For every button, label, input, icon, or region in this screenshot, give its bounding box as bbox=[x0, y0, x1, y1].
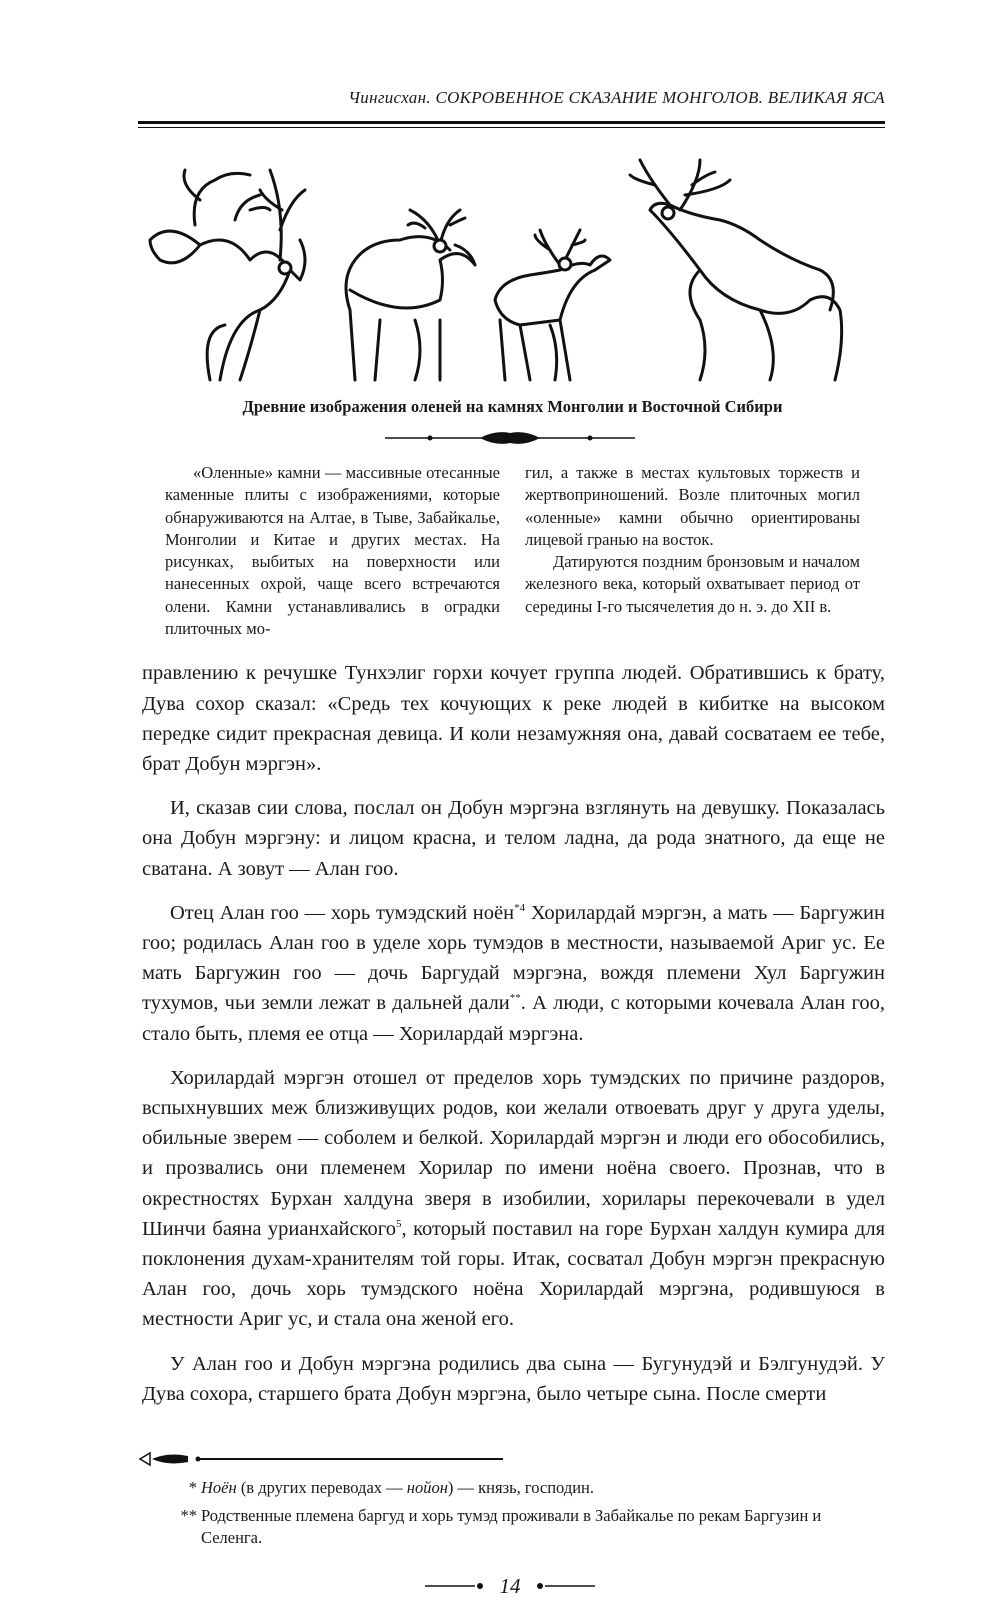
body-paragraph: И, сказав сии слова, послал он Добун мэргэна взглянуть на девушку. Показалась она Добун мэргэну: и лицом красна, и телом ладна, да рода знатного, да еще не сватана. А зовут — Алан гоо. bbox=[142, 797, 885, 880]
footnote bbox=[165, 1505, 885, 1549]
text-segment: . А люди, с которыми кочевала Алан гоо, стало быть, племя ее отца — Хорилардай мэргэна. bbox=[142, 992, 885, 1045]
body-paragraph: правлению к речушке Тунхэлиг горхи кочует группа людей. Обратившись к брату, Дува сохор сказал: «Средь тех кочующих к реке людей в кибитке на высоком передке сидит прекрасная девица. И коли незамужняя она, давай сосватаем ее тебе, брат Добун мэргэн». bbox=[142, 662, 885, 775]
body-paragraph bbox=[142, 1063, 885, 1335]
figure-caption: Древние изображения оленей на камнях Монголии и Восточной Сибири bbox=[242, 397, 783, 416]
header-rule-thin bbox=[138, 127, 885, 128]
footnote-ref: 5 bbox=[395, 1218, 402, 1230]
text-segment: Отец Алан гоо — хорь тумэдский ноён bbox=[170, 901, 515, 924]
footnote-mark: * bbox=[188, 1478, 197, 1498]
body-paragraph bbox=[142, 898, 885, 1049]
sidebar-box bbox=[165, 462, 860, 640]
deer-figure-4 bbox=[630, 160, 842, 380]
header-author: Чингисхан. bbox=[348, 88, 431, 107]
header-title: СОКРОВЕННОЕ СКАЗАНИЕ МОНГОЛОВ. ВЕЛИКАЯ ЯСА bbox=[430, 88, 885, 107]
text-segment: , который поставил на горе Бурхан халдун кумира для поклонения духам-хранителям той горы. Итак, сосватал Добун мэргэн прекрасную Алан гоо, дочь хорь тумэдского ноёна Хорилардай мэргэна, родившуюся в местности Ариг ус, и стала она женой его. bbox=[142, 1217, 885, 1331]
page-flow bbox=[0, 462, 987, 1621]
page-number: 14 bbox=[499, 1574, 521, 1599]
sidebar-paragraph: «Оленные» камни — массивные отесанные каменные плиты с изображениями, которые обнаруживаются на Алтае, в Тыве, Забайкалье, Монголии и Китае и других местах. На рисунках, выбитых на поверхности или нанесенных охрой, чаще всего встречаются олени. Камни устанавливались в оградки плиточных мо- bbox=[165, 463, 500, 639]
running-header bbox=[140, 88, 885, 108]
footnote-mark: ** bbox=[180, 1506, 197, 1526]
footnote-ornament-rule bbox=[138, 1449, 503, 1469]
deer-figure-1 bbox=[150, 170, 305, 380]
header-rule bbox=[138, 121, 885, 124]
text-segment: ) — князь, господин. bbox=[447, 1478, 595, 1498]
body-paragraph: У Алан гоо и Добун мэргэна родились два сына — Бугунудэй и Бэлгунудэй. У Дува сохора, старшего брата Добун мэргэна, было четыре сына. После смерти bbox=[142, 1352, 885, 1405]
deer-petroglyph-illustration bbox=[140, 150, 885, 390]
deer-figure-3 bbox=[495, 230, 610, 380]
footnote-text: Родственные племена баргуд и хорь тумэд проживали в Забайкалье по рекам Баргузин и Селенга. bbox=[201, 1506, 822, 1548]
ornament-divider bbox=[385, 428, 635, 448]
footnote bbox=[165, 1477, 885, 1499]
footnote-term: нойон bbox=[406, 1478, 448, 1498]
footnote-term: Ноён bbox=[201, 1478, 237, 1498]
page-number-block bbox=[420, 1571, 600, 1601]
sidebar-left-column bbox=[165, 462, 500, 640]
text-segment: Хорилардай мэргэн отошел от пределов хорь тумэдских по причине раздоров, вспыхнувших меж близживущих родов, кои желали отвоевать друг у друга уделы, обильные зверем — соболем и белкой. Хорилардай мэргэн и люди его обособились, и прозвались они племенем Хорилар по имени ноёна своего. Прознав, что в окрестностях Бурхан халдуна зверя в изобилии, хорилары перекочевали в удел Шинчи баяна урианхайского bbox=[142, 1066, 885, 1240]
footnote-ref: ** bbox=[509, 992, 521, 1005]
footnote-ref: *4 bbox=[514, 901, 526, 914]
deer-figure-2 bbox=[346, 210, 475, 380]
sidebar-paragraph: гил, а также в местах культовых торжеств и жертвоприношений. Возле плиточных могил «оленные» камни обычно ориентированы лицевой гранью на восток. bbox=[525, 463, 860, 549]
sidebar-right-column bbox=[525, 462, 860, 618]
text-segment: Хорилардай мэргэн, а мать — Баргужин гоо; родилась Алан гоо в уделе хорь тумэдов в местности, называемой Ариг ус. Ее мать Баргужин гоо — дочь Баргудай мэргэна, вождя племени Хул Баргужин тухумов, чьи земли лежат в дальней дали bbox=[142, 901, 885, 1015]
text-segment: (в других переводах — bbox=[236, 1478, 407, 1498]
sidebar-paragraph: Датируются поздним бронзовым и началом железного века, который охватывает период от середины I-го тысячелетия до н. э. до XII в. bbox=[525, 552, 860, 616]
main-text bbox=[142, 658, 885, 1409]
